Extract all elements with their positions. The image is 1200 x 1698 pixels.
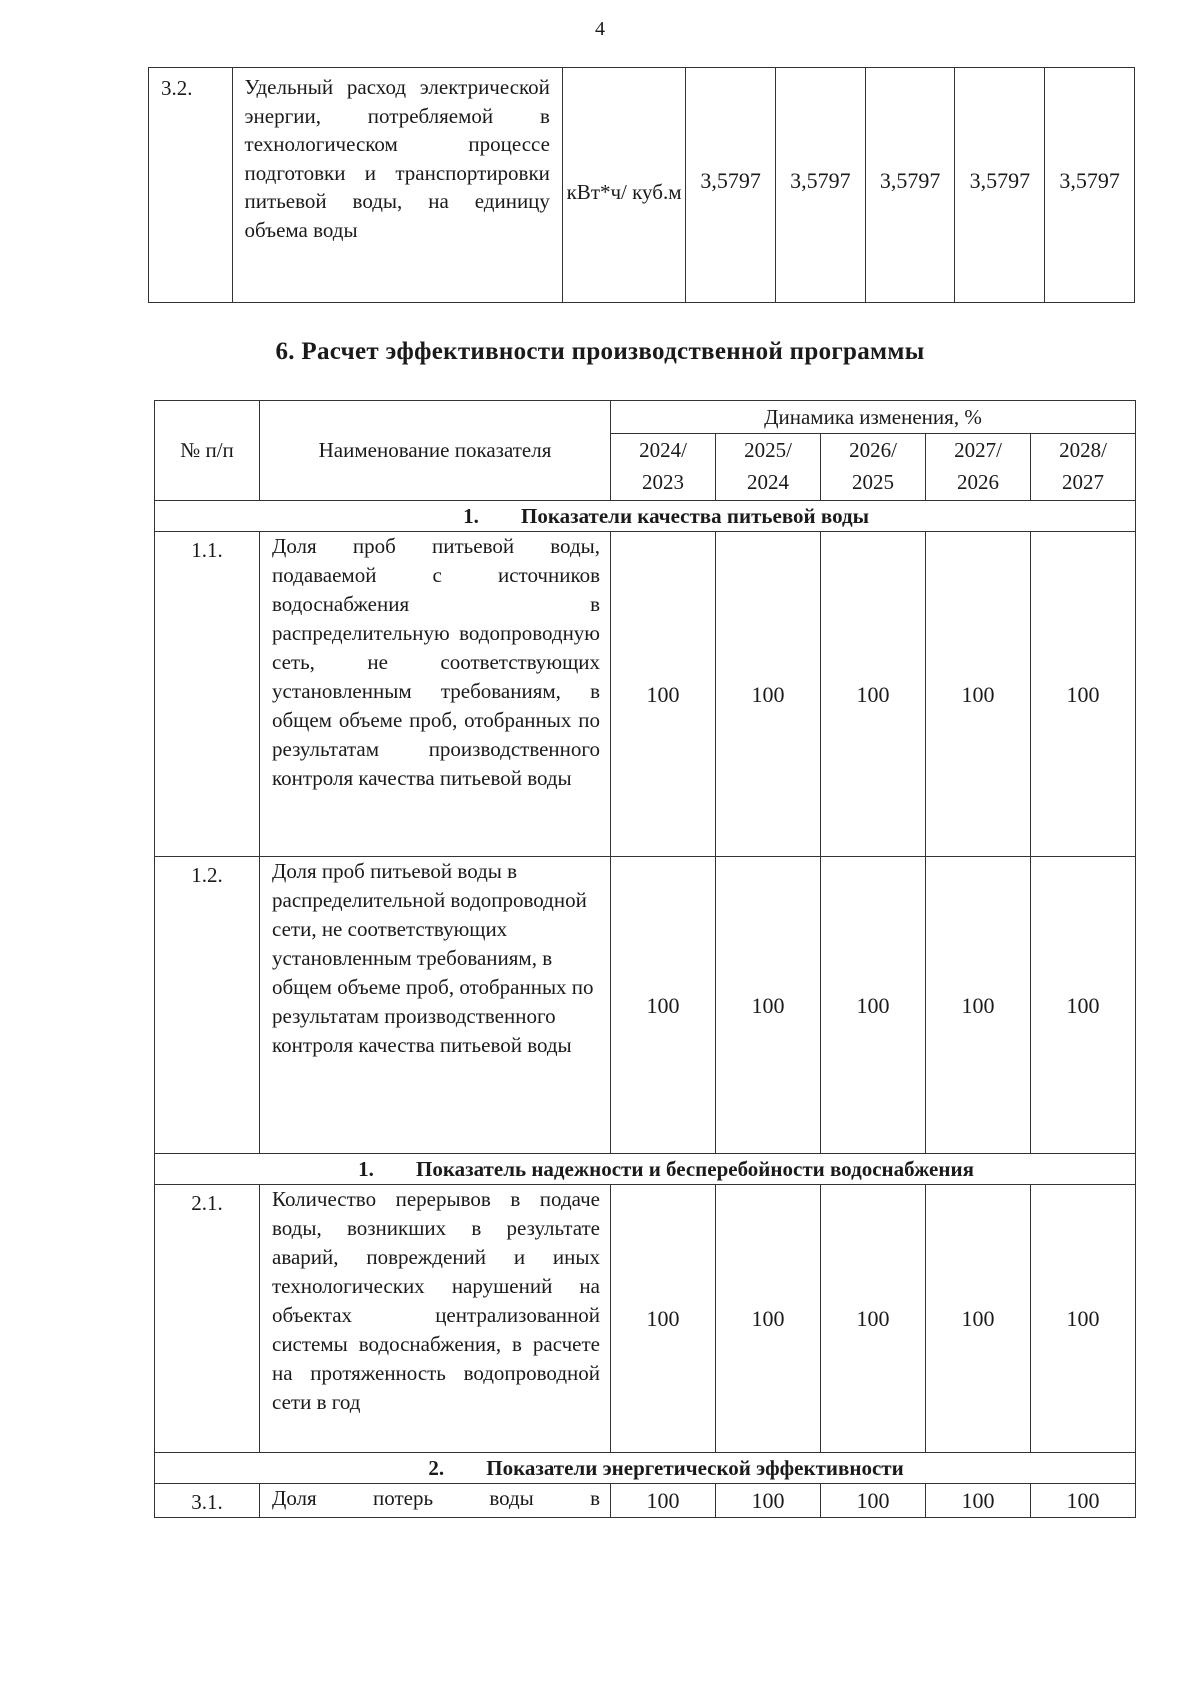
header-row (155, 401, 1136, 434)
section-title: 6. Расчет эффективности производственной программы (275, 338, 925, 365)
group-number: 2. (428, 1456, 445, 1480)
value-cell: 100 (1031, 1185, 1136, 1453)
year-bottom: 2025 (852, 470, 894, 494)
value-cell: 3,5797 (1045, 68, 1135, 303)
year-bottom: 2023 (642, 470, 684, 494)
value-cell: 100 (926, 1484, 1031, 1518)
group-label: Показатели энергетической эффективности (486, 1456, 904, 1480)
value-cell: 100 (1031, 532, 1136, 857)
value-cell: 100 (611, 1185, 716, 1453)
group-number: 1. (463, 504, 479, 528)
value-cell: 100 (716, 532, 821, 857)
year-bottom: 2024 (747, 470, 789, 494)
group-title (155, 501, 1136, 532)
group-number: 1. (358, 1157, 374, 1181)
indicator-name: Доля проб питьевой воды в распределительной водопроводной сети, не соответствующих установленным требованиям, в общем объеме проб, отобранных по результатам производственного контроля качества питьевой воды (260, 857, 611, 1154)
table-row (155, 1185, 1136, 1453)
value-cell: 100 (611, 857, 716, 1154)
efficiency-table (154, 400, 1136, 1518)
row-number: 3.1. (155, 1484, 260, 1518)
value-cell: 3,5797 (775, 68, 865, 303)
value-cell: 3,5797 (686, 68, 776, 303)
header-name: Наименование показателя (260, 401, 611, 501)
year-header (926, 434, 1031, 501)
group-title (155, 1154, 1136, 1185)
group-title (155, 1453, 1136, 1484)
value-cell: 100 (926, 532, 1031, 857)
unit-cell: кВт*ч/ куб.м (562, 68, 685, 303)
indicator-name: Удельный расход электрической энергии, потребляемой в технологическом процессе подготовки и транспортировки питьевой воды, на единицу объема воды (232, 68, 562, 303)
value-cell: 100 (611, 1484, 716, 1518)
value-cell: 3,5797 (865, 68, 955, 303)
table-row (155, 1484, 1136, 1518)
year-bottom: 2027 (1062, 470, 1104, 494)
year-header (1031, 434, 1136, 501)
value-cell: 100 (821, 857, 926, 1154)
header-dynamics: Динамика изменения, % (611, 401, 1136, 434)
year-top: 2028/ (1059, 438, 1107, 462)
page-number: 4 (595, 18, 605, 40)
value-cell: 100 (1031, 857, 1136, 1154)
value-cell: 100 (926, 857, 1031, 1154)
group-label: Показатель надежности и бесперебойности водоснабжения (416, 1157, 974, 1181)
year-top: 2024/ (639, 438, 687, 462)
value-cell: 100 (821, 532, 926, 857)
table-row (155, 532, 1136, 857)
value-cell: 100 (716, 1185, 821, 1453)
value-cell: 100 (611, 532, 716, 857)
year-top: 2027/ (954, 438, 1002, 462)
group-row (155, 501, 1136, 532)
value-cell: 100 (821, 1484, 926, 1518)
indicator-name: Количество перерывов в подаче воды, возникших в результате аварий, повреждений и иных технологических нарушений на объектах централизованной системы водоснабжения, в расчете на протяженность водопроводной сети в год (260, 1185, 611, 1453)
header-num: № п/п (155, 401, 260, 501)
table-row (155, 857, 1136, 1154)
top-table (148, 67, 1135, 303)
table-row (149, 68, 1135, 303)
group-row (155, 1453, 1136, 1484)
value-cell: 100 (716, 857, 821, 1154)
value-cell: 100 (821, 1185, 926, 1453)
row-number: 2.1. (155, 1185, 260, 1453)
indicator-name: Доля потерь воды в (260, 1484, 611, 1518)
year-top: 2026/ (849, 438, 897, 462)
year-header (716, 434, 821, 501)
row-number: 1.2. (155, 857, 260, 1154)
value-cell: 100 (716, 1484, 821, 1518)
value-cell: 100 (1031, 1484, 1136, 1518)
row-number: 1.1. (155, 532, 260, 857)
year-header (821, 434, 926, 501)
year-bottom: 2026 (957, 470, 999, 494)
value-cell: 100 (926, 1185, 1031, 1453)
year-top: 2025/ (744, 438, 792, 462)
group-label: Показатели качества питьевой воды (521, 504, 869, 528)
group-row (155, 1154, 1136, 1185)
value-cell: 3,5797 (955, 68, 1045, 303)
indicator-name: Доля проб питьевой воды, подаваемой с источников водоснабжения в распределительную водопроводную сеть, не соответствующих установленным требованиям, в общем объеме проб, отобранных по результатам производственного контроля качества питьевой воды (260, 532, 611, 857)
year-header (611, 434, 716, 501)
row-number: 3.2. (149, 68, 233, 303)
